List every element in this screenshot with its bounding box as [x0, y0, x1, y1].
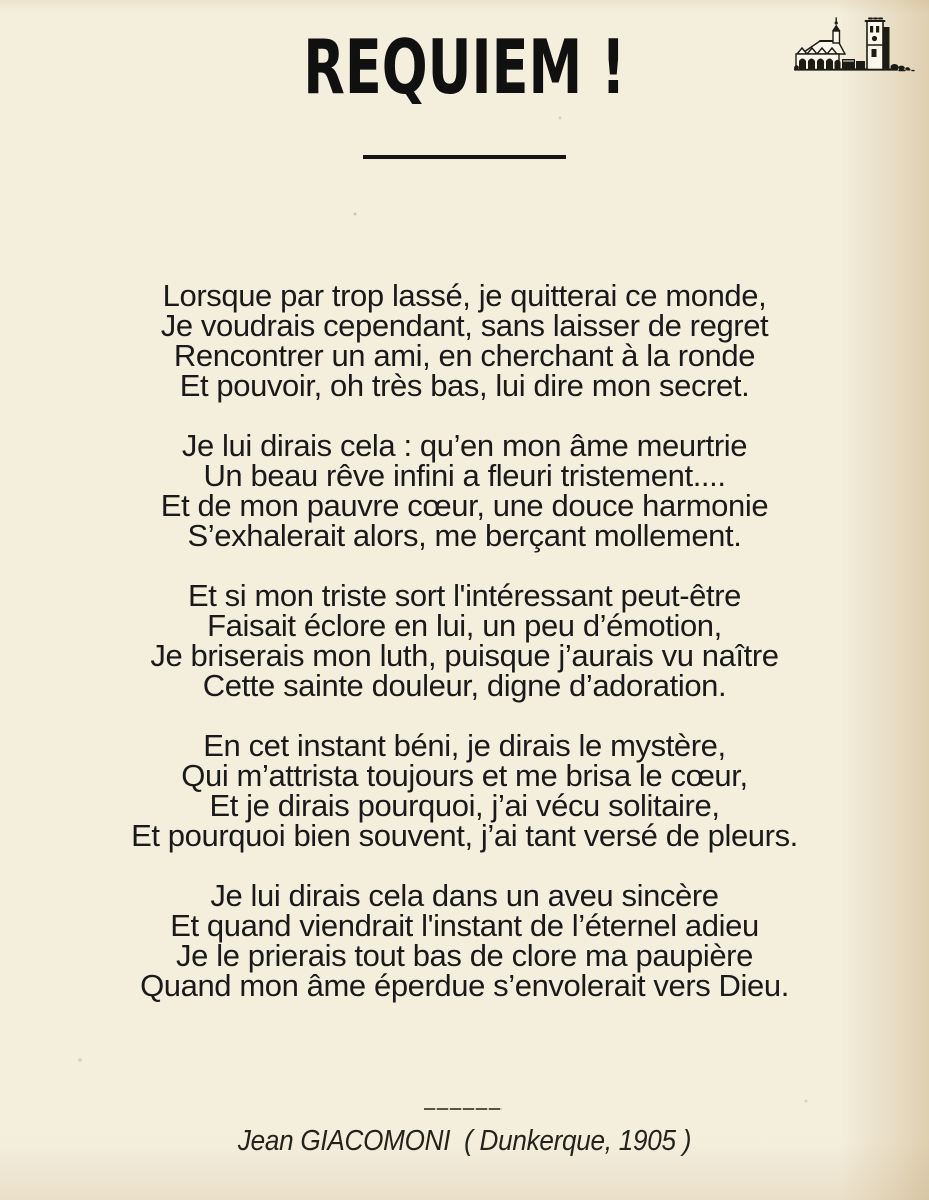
poem-line: Je lui dirais cela : qu’en mon âme meurtrie [181, 428, 748, 463]
poem-line: Et si mon triste sort l'intéressant peut-être [187, 578, 742, 613]
poem-line: Qui m’attrista toujours et me brisa le cœur, [181, 758, 748, 793]
poem-line: Et je dirais pourquoi, j’ai vécu solitaire, [209, 788, 720, 823]
page-title: REQUIEM ! [303, 23, 626, 111]
title-divider [363, 155, 566, 159]
poem-body [0, 278, 929, 1031]
footer-divider [424, 1108, 502, 1110]
poem-stanza [0, 878, 929, 1003]
poem-line: Et pouvoir, oh très bas, lui dire mon secret. [179, 368, 750, 403]
poem-line: Quand mon âme éperdue s’envolerait vers Dieu. [140, 968, 789, 1003]
poem-line: Et de mon pauvre cœur, une douce harmonie [160, 488, 769, 523]
poem-line: Lorsque par trop lassé, je quitterai ce monde, [162, 278, 767, 313]
poem-stanza [0, 578, 929, 703]
poem-line: Et pourquoi bien souvent, j’ai tant versé de pleurs. [131, 818, 798, 853]
church-and-belfry-sketch-icon [793, 12, 915, 76]
poem-line: S’exhalerait alors, me berçant mollement. [187, 518, 742, 553]
poem-line: Je briserais mon luth, puisque j’aurais vu naître [150, 638, 779, 673]
poem-line: En cet instant béni, je dirais le mystère, [203, 728, 726, 763]
poem-stanza [0, 428, 929, 553]
poem-line: Et quand viendrait l'instant de l’éternel adieu [170, 908, 759, 943]
poem-line: Rencontrer un ami, en cherchant à la ronde [173, 338, 756, 373]
poem-line: Je le prierais tout bas de clore ma paupière [176, 938, 753, 973]
poem-stanza [0, 728, 929, 853]
author-signature: Jean GIACOMONI ( Dunkerque, 1905 ) [237, 1125, 692, 1157]
poem-line: Je voudrais cependant, sans laisser de regret [160, 308, 769, 343]
poem-line: Je lui dirais cela dans un aveu sincère [210, 878, 719, 913]
poem-stanza [0, 278, 929, 403]
poem-line: Faisait éclore en lui, un peu d’émotion, [207, 608, 722, 643]
poem-line: Cette sainte douleur, digne d’adoration. [202, 668, 727, 703]
poem-line: Un beau rêve infini a fleuri tristement.... [203, 458, 726, 493]
